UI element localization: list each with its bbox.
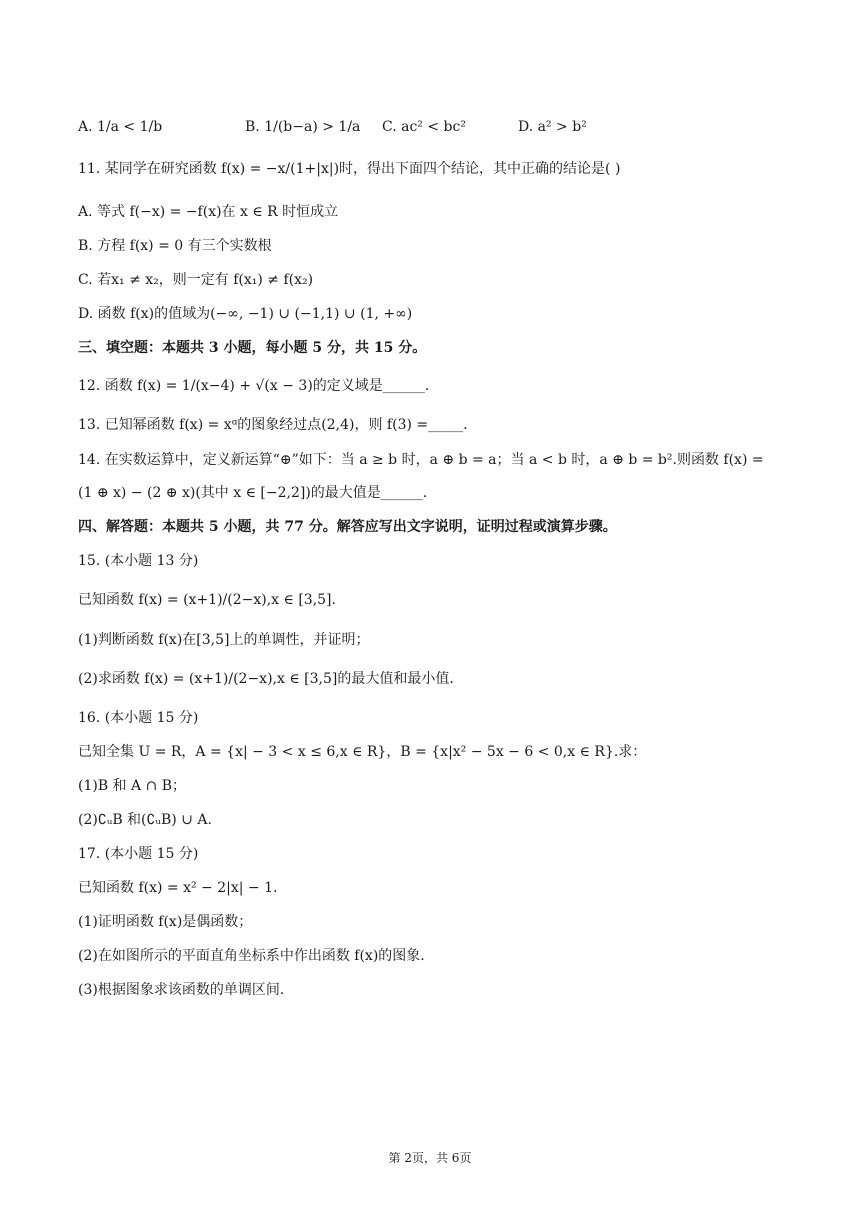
question-12: 12. 函数 f(x) = 1/(x−4) + √(x − 3)的定义域是______. [78,378,430,394]
page-footer: 第 2页，共 6页 [388,1151,472,1165]
section-3-heading: 三、填空题：本题共 3 小题，每小题 5 分，共 15 分。 [78,340,427,356]
q10-option-b: B. 1/(b−a) > 1/a [245,119,361,135]
q17-part-3: (3)根据图象求该函数的单调区间. [78,982,285,998]
q16-part-2: (2)∁ᵤB 和(∁ᵤB) ∪ A. [78,812,212,828]
q15-given: 已知函数 f(x) = (x+1)/(2−x),x ∈ [3,5]. [78,592,336,608]
q14-line-2: (1 ⊕ x) − (2 ⊕ x)(其中 x ∈ [−2,2])的最大值是______. [78,485,428,501]
q11-option-d: D. 函数 f(x)的值域为(−∞, −1) ∪ (−1,1) ∪ (1, +∞) [78,306,413,322]
q10-option-c: C. ac² < bc² [382,119,466,135]
q17-given: 已知函数 f(x) = x² − 2|x| − 1. [78,880,278,896]
q15-part-1: (1)判断函数 f(x)在[3,5]上的单调性，并证明； [78,632,370,648]
section-4-heading: 四、解答题：本题共 5 小题，共 77 分。解答应写出文字说明，证明过程或演算步骤。 [78,519,617,535]
q11-option-a: A. 等式 f(−x) = −f(x)在 x ∈ R 时恒成立 [78,204,339,220]
q15-part-2: (2)求函数 f(x) = (x+1)/(2−x),x ∈ [3,5]的最大值和最小值. [78,671,454,687]
q10-option-d: D. a² > b² [518,119,587,135]
q17-heading: 17. (本小题 15 分) [78,846,199,862]
q11-option-b: B. 方程 f(x) = 0 有三个实数根 [78,238,272,254]
q16-part-1: (1)B 和 A ∩ B； [78,778,187,794]
question-13: 13. 已知幂函数 f(x) = xᵅ的图象经过点(2,4)，则 f(3) =_____. [78,417,468,433]
q17-part-1: (1)证明函数 f(x)是偶函数； [78,914,253,930]
q14-line-1: 14. 在实数运算中，定义新运算“⊕”如下：当 a ≥ b 时，a ⊕ b = a；当 a < b 时，a ⊕ b = b².则函数 f(x) = [78,452,764,468]
q16-heading: 16. (本小题 15 分) [78,710,199,726]
q11-stem: 11. 某同学在研究函数 f(x) = −x/(1+|x|)时，得出下面四个结论，其中正确的结论是( ) [78,161,621,177]
q15-heading: 15. (本小题 13 分) [78,553,199,569]
q11-option-c: C. 若x₁ ≠ x₂，则一定有 f(x₁) ≠ f(x₂) [78,272,314,288]
q10-option-a: A. 1/a < 1/b [78,119,163,135]
q17-part-2: (2)在如图所示的平面直角坐标系中作出函数 f(x)的图象. [78,948,425,964]
q16-given: 已知全集 U = R，A = {x| − 3 < x ≤ 6,x ∈ R}，B = {x|x² − 5x − 6 < 0,x ∈ R}.求： [78,744,647,760]
